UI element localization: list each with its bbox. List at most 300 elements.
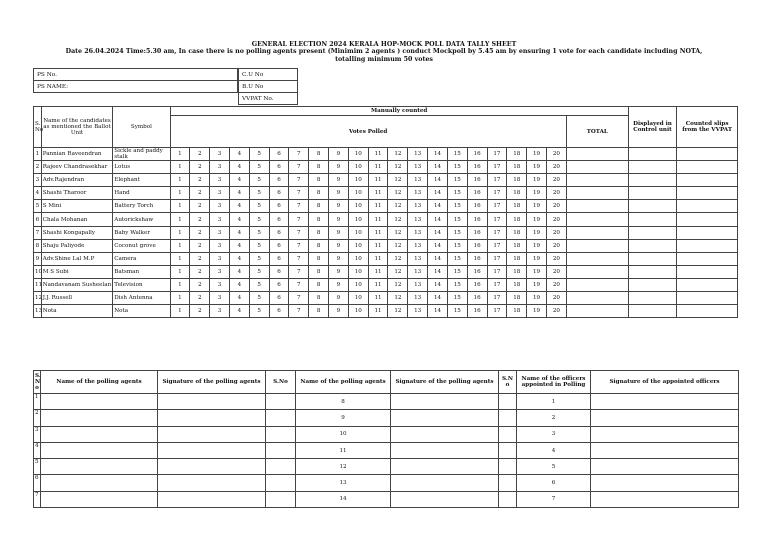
agent-signature-cell: [158, 426, 266, 442]
vote-cell: 13: [408, 252, 428, 265]
candidate-name: Shashi Tharoor: [41, 187, 113, 200]
candidate-row: [34, 252, 738, 265]
vote-cell: 19: [527, 239, 547, 252]
vote-cell: 14: [428, 265, 448, 278]
vote-cell: 16: [467, 292, 487, 305]
vote-cell: 1: [170, 239, 190, 252]
vote-cell: 4: [229, 265, 249, 278]
agent-sno: 3: [34, 426, 41, 442]
vote-cell: 9: [329, 161, 349, 174]
vote-cell: 8: [309, 200, 329, 213]
agent-sno: 1: [34, 394, 41, 410]
agent-sno-mid: 9: [296, 410, 391, 426]
candidate-name: J.J. Russell: [41, 292, 113, 305]
vote-cell: 4: [229, 161, 249, 174]
candidate-name: Shashi Kongapally: [41, 226, 113, 239]
vote-cell: 16: [467, 187, 487, 200]
vote-cell: 20: [546, 265, 566, 278]
agent-row: [34, 426, 739, 442]
manually-counted-header: Manually counted: [170, 107, 628, 116]
vote-cell: 19: [527, 161, 547, 174]
vote-cell: 4: [229, 148, 249, 161]
vote-cell: 4: [229, 213, 249, 226]
total-cell: [566, 213, 628, 226]
candidate-symbol: Lotus: [113, 161, 170, 174]
total-cell: [566, 174, 628, 187]
vote-cell: 20: [546, 213, 566, 226]
vote-cell: 3: [210, 252, 230, 265]
vote-cell: 14: [428, 174, 448, 187]
candidate-name: Nota: [41, 305, 113, 318]
vote-cell: 14: [428, 226, 448, 239]
candidate-sno: 6: [34, 213, 42, 226]
agent-sno-mid: 8: [296, 394, 391, 410]
vote-cell: 15: [447, 200, 467, 213]
vote-cell: 19: [527, 292, 547, 305]
total-cell: [566, 265, 628, 278]
vote-cell: 2: [190, 187, 210, 200]
vote-cell: 1: [170, 161, 190, 174]
vote-cell: 16: [467, 278, 487, 291]
vote-cell: 9: [329, 252, 349, 265]
vote-cell: 11: [368, 213, 388, 226]
vote-cell: 10: [348, 278, 368, 291]
agent-sno2: [266, 442, 296, 458]
agent-signature2-cell: [391, 426, 499, 442]
vote-cell: 15: [447, 252, 467, 265]
vote-cell: 1: [170, 265, 190, 278]
vote-cell: 7: [289, 187, 309, 200]
vote-cell: 13: [408, 278, 428, 291]
vote-cell: 9: [329, 305, 349, 318]
vote-cell: 6: [269, 305, 289, 318]
vote-cell: 20: [546, 200, 566, 213]
vote-cell: 18: [507, 305, 527, 318]
total-cell: [566, 187, 628, 200]
vote-cell: 8: [309, 305, 329, 318]
total-cell: [566, 239, 628, 252]
ps-name-label: PS NAME:: [34, 81, 238, 93]
candidate-sno: 3: [34, 174, 42, 187]
counted-slips-cell: [677, 213, 738, 226]
vote-cell: 15: [447, 305, 467, 318]
vote-cell: 15: [447, 265, 467, 278]
agent-sno: 5: [34, 459, 41, 475]
agent-signature-cell: [158, 410, 266, 426]
officer-signature-cell: [591, 491, 739, 507]
vote-cell: 10: [348, 305, 368, 318]
vote-cell: 18: [507, 161, 527, 174]
vote-cell: 11: [368, 292, 388, 305]
candidate-symbol: Hand: [113, 187, 170, 200]
vote-cell: 3: [210, 265, 230, 278]
officer-sno: 5: [517, 459, 591, 475]
vote-cell: 6: [269, 187, 289, 200]
vote-cell: 7: [289, 278, 309, 291]
officer-sno-blank: [499, 410, 517, 426]
candidate-name: Adv.Rajendran: [41, 174, 113, 187]
total-cell: [566, 148, 628, 161]
vote-cell: 5: [249, 305, 269, 318]
vote-cell: 7: [289, 174, 309, 187]
counted-slips-cell: [677, 252, 738, 265]
agents-signature-header: Signature of the polling agents: [158, 371, 266, 394]
vote-cell: 8: [309, 252, 329, 265]
vote-cell: 4: [229, 292, 249, 305]
vote-cell: 10: [348, 161, 368, 174]
agent-sno: 6: [34, 475, 41, 491]
counted-slips-cell: [677, 226, 738, 239]
vote-cell: 3: [210, 148, 230, 161]
counted-slips-header: Counted slips from the VVPAT: [677, 107, 738, 148]
candidate-sno: 10: [34, 265, 42, 278]
vote-cell: 16: [467, 174, 487, 187]
vote-cell: 1: [170, 174, 190, 187]
vote-cell: 16: [467, 161, 487, 174]
agent-signature-cell: [158, 394, 266, 410]
vote-cell: 7: [289, 226, 309, 239]
vote-cell: 9: [329, 292, 349, 305]
vote-cell: 18: [507, 174, 527, 187]
vote-cell: 8: [309, 187, 329, 200]
agent-signature-cell: [158, 459, 266, 475]
vote-cell: 5: [249, 200, 269, 213]
candidate-name: Adv.Shine Lal M.P: [41, 252, 113, 265]
vote-cell: 7: [289, 213, 309, 226]
vote-cell: 11: [368, 174, 388, 187]
vote-cell: 17: [487, 187, 507, 200]
agent-signature2-cell: [391, 459, 499, 475]
candidate-name: S Mini: [41, 200, 113, 213]
displayed-cell: [628, 200, 676, 213]
agent-name-cell: [41, 410, 158, 426]
total-cell: [566, 292, 628, 305]
candidate-name: Nandavanam Susheelan: [41, 278, 113, 291]
candidate-name: Pannian Raveendran: [41, 148, 113, 161]
vote-cell: 11: [368, 265, 388, 278]
candidate-symbol: Batsman: [113, 265, 170, 278]
candidate-name: M S Subi: [41, 265, 113, 278]
vote-cell: 20: [546, 292, 566, 305]
vote-cell: 9: [329, 174, 349, 187]
vote-cell: 2: [190, 239, 210, 252]
vote-cell: 17: [487, 305, 507, 318]
officer-sno-blank: [499, 459, 517, 475]
candidate-row: [34, 226, 738, 239]
officer-signature-cell: [591, 394, 739, 410]
vote-cell: 19: [527, 213, 547, 226]
vote-cell: 8: [309, 265, 329, 278]
vote-cell: 5: [249, 265, 269, 278]
total-header: TOTAL: [566, 116, 628, 148]
agent-sno2: [266, 394, 296, 410]
vote-cell: 8: [309, 278, 329, 291]
vote-cell: 17: [487, 174, 507, 187]
candidate-symbol: Autorickshaw: [113, 213, 170, 226]
cu-no-label: C.U No: [239, 69, 298, 81]
vote-cell: 15: [447, 239, 467, 252]
candidate-symbol: Sickle and paddy stalk: [113, 148, 170, 161]
vote-cell: 13: [408, 213, 428, 226]
vote-cell: 5: [249, 226, 269, 239]
vote-cell: 18: [507, 200, 527, 213]
vote-cell: 10: [348, 174, 368, 187]
displayed-cell: [628, 265, 676, 278]
vote-cell: 18: [507, 226, 527, 239]
vote-cell: 17: [487, 226, 507, 239]
vote-cell: 14: [428, 148, 448, 161]
candidate-sno: 7: [34, 226, 42, 239]
counted-slips-cell: [677, 292, 738, 305]
vote-cell: 12: [388, 187, 408, 200]
vote-cell: 12: [388, 226, 408, 239]
vote-cell: 4: [229, 252, 249, 265]
vote-cell: 8: [309, 161, 329, 174]
vote-cell: 10: [348, 187, 368, 200]
agent-signature-cell: [158, 442, 266, 458]
vote-cell: 12: [388, 239, 408, 252]
vote-cell: 10: [348, 265, 368, 278]
officer-sno-blank: [499, 475, 517, 491]
vote-cell: 20: [546, 239, 566, 252]
vote-cell: 11: [368, 187, 388, 200]
ps-no-label: PS No.: [34, 69, 238, 81]
vote-cell: 15: [447, 213, 467, 226]
vote-cell: 6: [269, 239, 289, 252]
vote-cell: 4: [229, 187, 249, 200]
displayed-cell: [628, 213, 676, 226]
counted-slips-cell: [677, 148, 738, 161]
agents-name2-header: Name of the polling agents: [296, 371, 391, 394]
vote-cell: 10: [348, 239, 368, 252]
vote-cell: 13: [408, 174, 428, 187]
displayed-cell: [628, 148, 676, 161]
vote-cell: 14: [428, 187, 448, 200]
displayed-cell: [628, 187, 676, 200]
candidate-symbol: Television: [113, 278, 170, 291]
vote-cell: 11: [368, 200, 388, 213]
vote-cell: 9: [329, 265, 349, 278]
vote-cell: 9: [329, 148, 349, 161]
vvpat-no-label: VVPAT No.: [239, 93, 298, 105]
counted-slips-cell: [677, 278, 738, 291]
vote-cell: 4: [229, 226, 249, 239]
vote-cell: 3: [210, 278, 230, 291]
vote-cell: 4: [229, 278, 249, 291]
vote-cell: 9: [329, 239, 349, 252]
candidate-name: Chala Mohanan: [41, 213, 113, 226]
vote-cell: 12: [388, 213, 408, 226]
vote-cell: 7: [289, 252, 309, 265]
agent-name-cell: [41, 442, 158, 458]
vote-cell: 6: [269, 278, 289, 291]
vote-cell: 17: [487, 239, 507, 252]
counted-slips-cell: [677, 187, 738, 200]
displayed-header: Displayed in Control unit: [628, 107, 676, 148]
displayed-cell: [628, 252, 676, 265]
bu-no-label: B.U No: [239, 81, 298, 93]
vote-cell: 11: [368, 148, 388, 161]
vote-cell: 16: [467, 265, 487, 278]
vote-cell: 16: [467, 213, 487, 226]
sheet-instructions: Date 26.04.2024 Time:5.30 am, In case there is no polling agents present (Minimim 2 agents ) conduct Mockpoll by 5.45 am by ensuring 1 vote for each candidate including NOTA, totalling minimum 50 votes: [65, 48, 703, 63]
vote-cell: 11: [368, 161, 388, 174]
vote-cell: 1: [170, 148, 190, 161]
vote-cell: 16: [467, 305, 487, 318]
counted-slips-cell: [677, 305, 738, 318]
agent-signature2-cell: [391, 410, 499, 426]
ps-info-table: [33, 68, 238, 93]
vote-cell: 20: [546, 187, 566, 200]
candidate-row: [34, 305, 738, 318]
vote-cell: 18: [507, 278, 527, 291]
vote-cell: 6: [269, 161, 289, 174]
total-cell: [566, 305, 628, 318]
officer-sno-blank: [499, 426, 517, 442]
agent-sno-mid: 13: [296, 475, 391, 491]
candidate-sno: 1: [34, 148, 42, 161]
vote-cell: 2: [190, 278, 210, 291]
vote-cell: 4: [229, 200, 249, 213]
vote-cell: 16: [467, 226, 487, 239]
agent-sno2: [266, 459, 296, 475]
agent-sno: 4: [34, 442, 41, 458]
vote-cell: 11: [368, 239, 388, 252]
candidate-sno: 13: [34, 305, 42, 318]
vote-cell: 10: [348, 226, 368, 239]
counted-slips-cell: [677, 200, 738, 213]
vote-cell: 6: [269, 226, 289, 239]
vote-cell: 6: [269, 265, 289, 278]
officer-sno: 1: [517, 394, 591, 410]
vote-cell: 3: [210, 305, 230, 318]
vote-cell: 6: [269, 292, 289, 305]
vote-cell: 15: [447, 161, 467, 174]
vote-cell: 2: [190, 265, 210, 278]
displayed-cell: [628, 161, 676, 174]
vote-cell: 1: [170, 305, 190, 318]
candidate-symbol: Dish Antenna: [113, 292, 170, 305]
agent-signature2-cell: [391, 491, 499, 507]
vote-cell: 10: [348, 292, 368, 305]
officer-signature-cell: [591, 442, 739, 458]
candidate-symbol: Battery Torch: [113, 200, 170, 213]
machine-info-table: [238, 68, 298, 105]
officer-sno-blank: [499, 442, 517, 458]
candidate-symbol: Coconut grove: [113, 239, 170, 252]
vote-cell: 8: [309, 174, 329, 187]
vote-cell: 5: [249, 252, 269, 265]
vote-cell: 3: [210, 174, 230, 187]
officer-signature-cell: [591, 475, 739, 491]
vote-cell: 20: [546, 278, 566, 291]
vote-cell: 19: [527, 174, 547, 187]
displayed-cell: [628, 278, 676, 291]
vote-cell: 16: [467, 252, 487, 265]
agent-sno: 7: [34, 491, 41, 507]
vote-cell: 14: [428, 161, 448, 174]
vote-cell: 19: [527, 200, 547, 213]
vote-cell: 15: [447, 187, 467, 200]
officer-sno: 4: [517, 442, 591, 458]
agent-sno-mid: 12: [296, 459, 391, 475]
vote-cell: 2: [190, 292, 210, 305]
vote-cell: 2: [190, 305, 210, 318]
vote-cell: 18: [507, 148, 527, 161]
agent-name-cell: [41, 426, 158, 442]
sno-header: S. No: [34, 107, 42, 148]
counted-slips-cell: [677, 174, 738, 187]
vote-cell: 13: [408, 200, 428, 213]
total-cell: [566, 200, 628, 213]
vote-cell: 12: [388, 161, 408, 174]
vote-cell: 9: [329, 187, 349, 200]
candidate-row: [34, 174, 738, 187]
vote-cell: 18: [507, 213, 527, 226]
vote-cell: 12: [388, 265, 408, 278]
vote-cell: 13: [408, 265, 428, 278]
agents-sno2-header: S.No: [266, 371, 296, 394]
total-cell: [566, 226, 628, 239]
vote-cell: 13: [408, 148, 428, 161]
displayed-cell: [628, 305, 676, 318]
vote-cell: 7: [289, 148, 309, 161]
vote-cell: 4: [229, 305, 249, 318]
vote-cell: 15: [447, 278, 467, 291]
vote-cell: 17: [487, 278, 507, 291]
vote-cell: 5: [249, 239, 269, 252]
agents-sno-header: S. N o: [34, 371, 41, 394]
vote-cell: 17: [487, 213, 507, 226]
vote-cell: 20: [546, 161, 566, 174]
vote-cell: 2: [190, 161, 210, 174]
vote-cell: 12: [388, 174, 408, 187]
vote-cell: 2: [190, 252, 210, 265]
agent-signature-cell: [158, 491, 266, 507]
vote-cell: 9: [329, 226, 349, 239]
officer-sno-blank: [499, 491, 517, 507]
vote-cell: 2: [190, 148, 210, 161]
vote-cell: 17: [487, 292, 507, 305]
vote-cell: 10: [348, 200, 368, 213]
displayed-cell: [628, 226, 676, 239]
agent-name-cell: [41, 394, 158, 410]
officer-signature-cell: [591, 459, 739, 475]
vote-cell: 14: [428, 252, 448, 265]
vote-cell: 8: [309, 213, 329, 226]
candidate-name: Shaju Paliyode: [41, 239, 113, 252]
vote-cell: 9: [329, 278, 349, 291]
vote-cell: 18: [507, 239, 527, 252]
agent-name-cell: [41, 491, 158, 507]
candidate-sno: 8: [34, 239, 42, 252]
candidate-sno: 5: [34, 200, 42, 213]
vote-cell: 17: [487, 200, 507, 213]
vote-cell: 1: [170, 213, 190, 226]
vote-cell: 14: [428, 213, 448, 226]
vote-cell: 8: [309, 148, 329, 161]
vote-cell: 1: [170, 292, 190, 305]
vote-cell: 11: [368, 252, 388, 265]
vote-cell: 5: [249, 148, 269, 161]
candidate-row: [34, 213, 738, 226]
vote-cell: 1: [170, 252, 190, 265]
candidate-symbol: Elephant: [113, 174, 170, 187]
vote-cell: 17: [487, 265, 507, 278]
vote-cell: 14: [428, 239, 448, 252]
vote-cell: 19: [527, 226, 547, 239]
vote-cell: 7: [289, 265, 309, 278]
